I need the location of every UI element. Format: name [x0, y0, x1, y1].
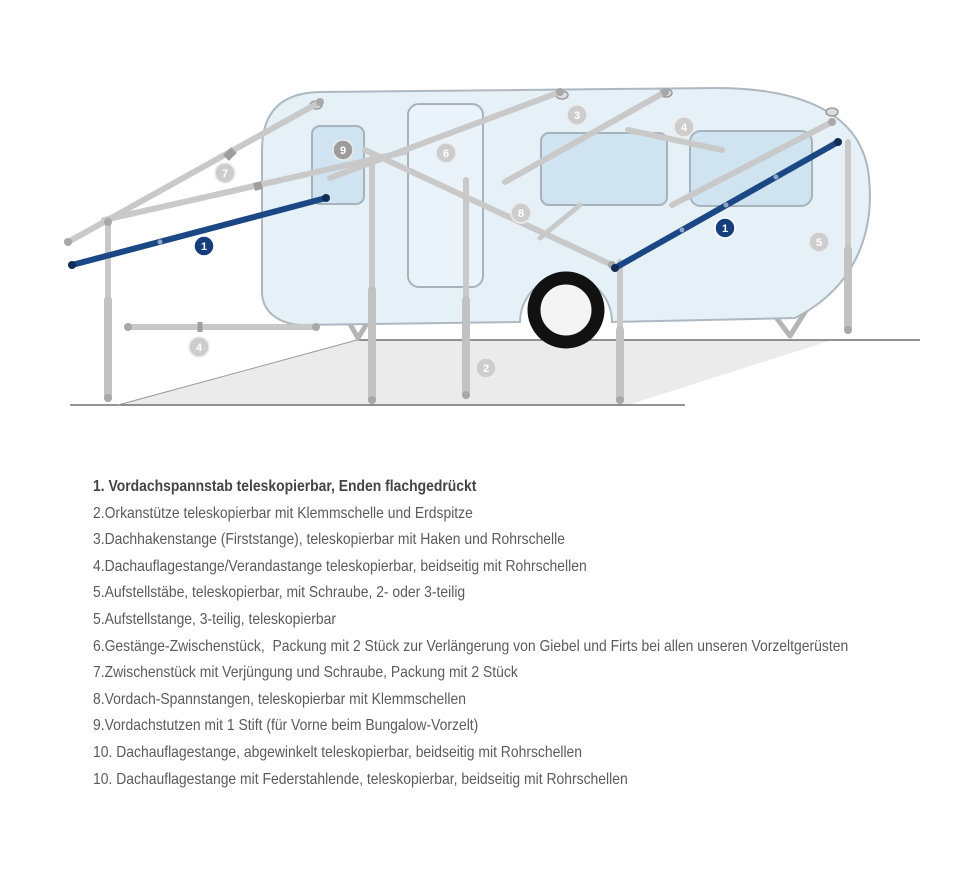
pole-cap — [124, 323, 132, 331]
pole-cap — [368, 396, 376, 404]
legend-item-10a: 10. Dachauflagestange, abgewinkelt teleskopierbar, beidseitig mit Rohrschellen — [93, 743, 583, 761]
blue-pole-cap — [834, 138, 842, 146]
legend-item-10b: 10. Dachauflagestange mit Federstahlende, teleskopierbar, beidseitig mit Rohrschellen — [93, 770, 628, 788]
badge-number: 8 — [517, 208, 525, 220]
pole-awning-7-joint — [254, 185, 262, 187]
blue-pole-joint — [680, 228, 685, 233]
pole-cap — [64, 238, 72, 246]
pole-cap — [556, 88, 564, 96]
part-badge-4-top — [674, 117, 694, 137]
blue-pole-cap — [611, 264, 619, 272]
blue-pole-cap — [68, 261, 76, 269]
pole-cap — [828, 118, 836, 126]
blue-pole-joint — [774, 175, 779, 180]
legend-item-1: 1. Vordachspannstab teleskopierbar, Enden flachgedrückt — [93, 478, 477, 495]
part-badge-3 — [567, 105, 587, 125]
legend-item-5b: 5.Aufstellstange, 3-teilig, teleskopierbar — [93, 610, 336, 628]
legend-item-3: 3.Dachhakenstange (Firststange), teleskopierbar mit Haken und Rohrschelle — [93, 531, 565, 549]
part-badge-7 — [215, 163, 235, 183]
blue-pole-cap — [322, 194, 330, 202]
legend-item-2: 2.Orkanstütze teleskopierbar mit Klemmschelle und Erdspitze — [93, 504, 473, 522]
caravan-window-middle — [541, 133, 667, 205]
badge-number: 6 — [442, 148, 450, 160]
pole-cap — [316, 98, 324, 106]
badge-number: 7 — [221, 168, 229, 180]
pole-cap — [312, 323, 320, 331]
pole-cap — [616, 396, 624, 404]
badge-number: 4 — [195, 342, 203, 354]
legend-item-9: 9.Vordachstutzen mit 1 Stift (für Vorne beim Bungalow-Vorzelt) — [93, 717, 479, 735]
legend-item-5a: 5.Aufstellstäbe, teleskopierbar, mit Schraube, 2- oder 3-teilig — [93, 584, 466, 602]
part-badge-2 — [476, 358, 496, 378]
pole-cap — [104, 394, 112, 402]
badge-number: 9 — [339, 145, 347, 157]
legend-item-6: 6.Gestänge-Zwischenstück, Packung mit 2 Stück zur Verlängerung von Giebel und Firts bei allen unseren Vorzeltgerüsten — [93, 637, 849, 655]
caravan-door — [408, 104, 483, 287]
badge-number: 2 — [482, 363, 490, 375]
part-badge-5 — [809, 232, 829, 252]
pole-cap — [462, 391, 470, 399]
part-badge-9 — [333, 140, 353, 160]
ground-floor — [118, 340, 832, 405]
pole-cap — [661, 88, 669, 96]
badge-number: 1 — [200, 241, 208, 253]
badge-number: 5 — [815, 237, 823, 249]
part-badge-1-left — [194, 236, 214, 256]
pole-roof-left-joint — [226, 150, 234, 158]
blue-pole-joint — [158, 240, 163, 245]
part-badge-8 — [511, 203, 531, 223]
part-badge-6 — [436, 143, 456, 163]
badge-number: 1 — [721, 223, 729, 235]
legend-item-8: 8.Vordach-Spannstangen, teleskopierbar mit Klemmschellen — [93, 690, 466, 708]
badge-number: 3 — [573, 110, 581, 122]
part-badge-1-right — [715, 218, 735, 238]
part-badge-4-bottom — [189, 337, 209, 357]
legend-item-7: 7.Zwischenstück mit Verjüngung und Schraube, Packung mit 2 Stück — [93, 664, 518, 682]
parts-legend — [93, 474, 849, 793]
pole-cap — [844, 326, 852, 334]
badge-number: 4 — [680, 122, 688, 134]
caravan-awning-diagram — [0, 0, 960, 430]
caravan-wheel — [534, 278, 598, 342]
roof-hook-4 — [826, 108, 838, 116]
blue-pole-joint — [724, 203, 729, 208]
pole-cap — [104, 218, 112, 226]
legend-item-4: 4.Dachauflagestange/Verandastange teleskopierbar, beidseitig mit Rohrschellen — [93, 557, 587, 575]
